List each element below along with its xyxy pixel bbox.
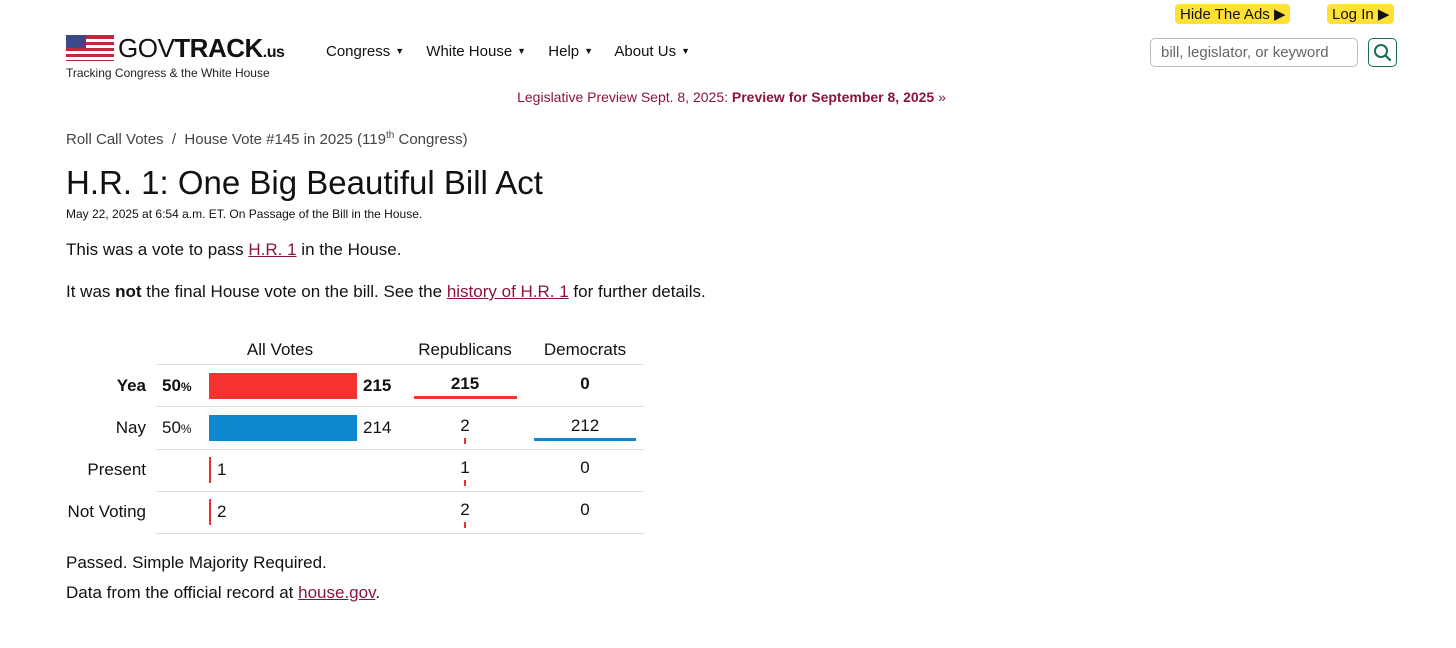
vote-total: 214: [363, 418, 392, 437]
row-label: Present: [87, 460, 146, 479]
republican-count: 2: [460, 416, 470, 435]
vote-bar: [209, 499, 211, 525]
row-label: Nay: [115, 418, 146, 437]
democrat-count: 0: [580, 500, 590, 519]
vote-date: May 22, 2025 at 6:54 a.m. ET. On Passage of the Bill in the House.: [66, 207, 423, 221]
header-all-votes: All Votes: [246, 340, 314, 359]
vote-total: 1: [217, 460, 227, 479]
row-divider: [156, 406, 644, 407]
vote-percent: 50%: [162, 418, 192, 437]
republican-count: 2: [460, 500, 470, 519]
republican-tick: [464, 522, 466, 528]
chevron-down-icon: ▼: [395, 46, 405, 56]
republican-count: 215: [450, 374, 480, 393]
nav-white-house[interactable]: White House ▼: [426, 43, 527, 60]
legislative-preview-banner[interactable]: Legislative Preview Sept. 8, 2025: Preview for September 8, 2025 »: [517, 89, 946, 105]
row-label: Yea: [116, 376, 146, 395]
democrat-nay-bar: [534, 438, 636, 441]
bill-link[interactable]: H.R. 1: [248, 240, 297, 259]
nav-help[interactable]: Help ▼: [548, 43, 594, 60]
main-nav: [326, 43, 708, 60]
search-icon: [1369, 39, 1396, 66]
search-input[interactable]: bill, legislator, or keyword: [1150, 38, 1358, 67]
house-gov-link[interactable]: house.gov: [298, 583, 376, 602]
nav-congress[interactable]: Congress ▼: [326, 43, 405, 60]
republican-yea-bar: [414, 396, 517, 399]
row-label: Not Voting: [67, 502, 146, 521]
header-democrats: Democrats: [543, 340, 627, 359]
page-title: H.R. 1: One Big Beautiful Bill Act: [66, 164, 543, 201]
vote-note: It was not the final House vote on the bill. See the history of H.R. 1 for further details.: [66, 282, 706, 301]
republican-count: 1: [460, 458, 470, 477]
vote-description: This was a vote to pass H.R. 1 in the House.: [66, 240, 402, 259]
row-divider: [156, 364, 644, 365]
data-source: Data from the official record at house.gov.: [66, 583, 381, 602]
chevron-down-icon: ▼: [584, 46, 594, 56]
democrat-count: 212: [570, 416, 600, 435]
breadcrumb-current: House Vote #145 in 2025 (119th Congress): [184, 130, 468, 148]
row-divider: [156, 491, 644, 492]
vote-bar: [209, 415, 357, 441]
row-divider: [156, 533, 644, 534]
hide-ads-button[interactable]: Hide The Ads ▶: [1175, 4, 1290, 24]
breadcrumb-roll-call-votes[interactable]: Roll Call Votes: [66, 131, 164, 148]
breadcrumb-separator: /: [171, 131, 177, 148]
brand-name: GOVTRACK.us: [118, 33, 285, 63]
democrat-count: 0: [580, 458, 590, 477]
vote-percent: 50%: [162, 376, 192, 395]
tagline: Tracking Congress & the White House: [66, 66, 270, 80]
vote-result: Passed. Simple Majority Required.: [66, 553, 327, 572]
chevron-down-icon: ▼: [681, 46, 691, 56]
row-divider: [156, 449, 644, 450]
democrat-count: 0: [580, 374, 590, 393]
bill-history-link[interactable]: history of H.R. 1: [446, 282, 569, 301]
vote-bar: [209, 457, 211, 483]
header-republicans: Republicans: [418, 340, 512, 359]
republican-tick: [464, 438, 466, 444]
vote-bar: [209, 373, 357, 399]
republican-tick: [464, 480, 466, 486]
search-button[interactable]: [1368, 38, 1397, 67]
vote-total: 2: [217, 502, 227, 521]
breadcrumb: [66, 130, 468, 148]
chevron-down-icon: ▼: [517, 46, 527, 56]
nav-about-us[interactable]: About Us ▼: [614, 43, 691, 60]
log-in-button[interactable]: Log In ▶: [1327, 4, 1394, 24]
vote-total: 215: [363, 376, 392, 395]
flag-icon: [66, 35, 114, 61]
